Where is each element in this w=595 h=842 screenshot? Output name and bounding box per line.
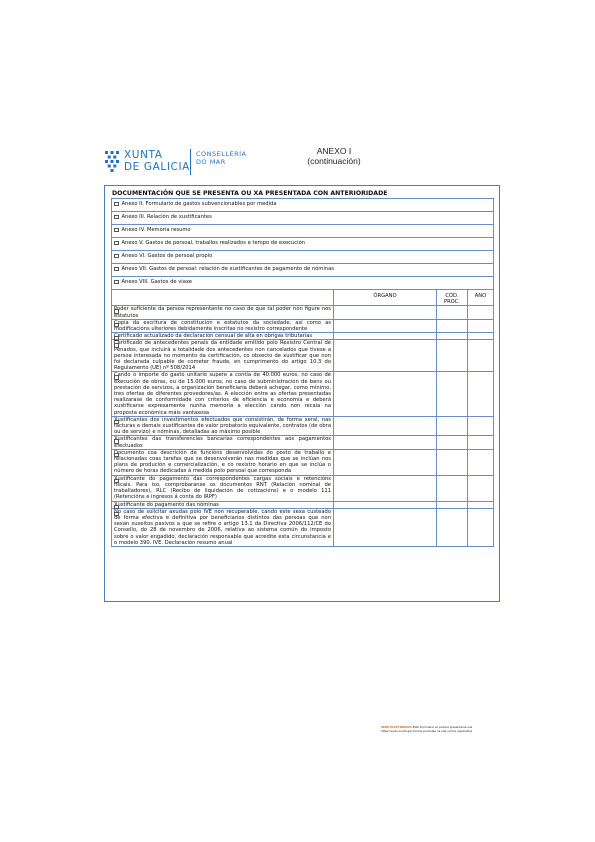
item-label: Anexo III. Relación de xustificantes (121, 214, 212, 220)
checkbox[interactable] (114, 241, 119, 246)
item-label: Copia da escritura de constitución e estatutos da sociedade, así como as modificacións ulteriores debidamente inscritas no rexistro correspondente (114, 319, 331, 333)
ano-cell[interactable] (468, 340, 494, 372)
organo-cell[interactable] (334, 449, 437, 475)
table-row (112, 306, 494, 319)
detail-item (112, 319, 334, 332)
column-header-blank (112, 290, 334, 306)
checkbox[interactable] (114, 343, 119, 348)
table-row (112, 319, 494, 332)
item-label: Poder suficiente da persoa representante no caso de que tal poder non figure nos estatutos (114, 306, 331, 319)
detail-item (112, 436, 334, 449)
checkbox[interactable] (114, 375, 119, 380)
table-row (112, 501, 494, 508)
item-label: No caso de solicitar axudas polo IVE non recuperable, cando este sexa custeado de forma efectiva e definitiva por beneficiarios distintos das persoas que non sexan suxeitos pasivos a que se refire o artigo 13.1 da Directiva 2006/112/CE do Consello, do 28 de novembro de 2006, relativa ao sistema común do imposto sobre o valor engadido, declaración responsable que acredite esta circunstancia e o modelo 390. IVE. Declaración resumo anual (114, 508, 331, 546)
checkbox[interactable] (114, 309, 119, 314)
list-item (112, 238, 494, 251)
organo-cell[interactable] (334, 319, 437, 332)
ano-cell[interactable] (468, 372, 494, 416)
checkbox[interactable] (114, 280, 119, 285)
table-row (112, 333, 494, 340)
table-row (112, 264, 494, 277)
column-header-ano: ANO (468, 290, 494, 306)
annex-heading (274, 146, 394, 166)
checkbox[interactable] (114, 512, 119, 517)
list-item (112, 264, 494, 277)
item-label: Cando o importe do gasto unitario supere a contía de 40.000 euros, no caso de execución de obras, ou de 15.000 euros, no caso de subministración de bens ou prestación de servizos, a organización beneficiaria deberá achegar, como mínimo, tres ofertas de diferentes provedores/as. A elección entre as ofertas presentadas realizarase de conformidade con criterios de eficiencia e economía e deberá xustificarse expresamente nunha memoria a elección cando non recaia na proposta económica máis vantaxosa (114, 372, 331, 416)
item-label: Certificado de antecedentes penais da entidade emitido polo Rexistro Central de Penados, que incluirá a totalidade dos antecedentes non cancelados que tivese a persoa interesada no momento da certificación, co obxecto de xustificar que non foi declarada culpable de cometer fraude, en cumprimento do artigo 10.3 do Regulamento (UE) nº 508/2014 (114, 340, 331, 372)
item-label: Anexo V. Gastos de persoal, traballos realizados e tempo de execución (121, 240, 306, 246)
cod-proc-cell[interactable] (437, 340, 468, 372)
organo-cell[interactable] (334, 508, 437, 546)
cod-proc-cell[interactable] (437, 501, 468, 508)
table-row (112, 225, 494, 238)
checkbox[interactable] (114, 439, 119, 444)
detail-item (112, 306, 334, 319)
checkbox[interactable] (114, 479, 119, 484)
checkbox[interactable] (114, 228, 119, 233)
table-row (112, 372, 494, 416)
table-row (112, 416, 494, 436)
ano-cell[interactable] (468, 436, 494, 449)
item-label: Xustificantes dos investimentos efectuados que consistirán, de forma xeral, nas facturas e demais xustificantes de valor probatorio equivalente, contratos (de obra ou de servizo) e nóminas, detalladas ao máximo posible (114, 416, 331, 436)
column-header-cod-proc: CÓD. PROC. (437, 290, 468, 306)
checkbox[interactable] (114, 202, 119, 207)
list-item (112, 225, 494, 238)
detail-item (112, 449, 334, 475)
cod-proc-cell[interactable] (437, 319, 468, 332)
item-label: Anexo VIII. Gastos de viaxe (121, 279, 192, 285)
checkbox[interactable] (114, 453, 119, 458)
item-label: Anexo VII. Gastos de persoal: relación de xustificantes de pagamento de nóminas (121, 266, 334, 272)
org-name-line1: XUNTA (124, 149, 163, 161)
xunta-emblem-icon (104, 150, 120, 172)
department-line2: DO MAR (196, 158, 226, 166)
org-name-line2: DE GALICIA (124, 161, 190, 173)
detail-item (112, 372, 334, 416)
column-header-row (112, 290, 494, 306)
list-item (112, 277, 494, 290)
ano-cell[interactable] (468, 501, 494, 508)
logo-separator (190, 149, 191, 175)
checkbox[interactable] (114, 267, 119, 272)
cod-proc-cell[interactable] (437, 508, 468, 546)
detail-item (112, 416, 334, 436)
detail-item (112, 340, 334, 372)
checkbox[interactable] (114, 420, 119, 425)
annex-subtitle: (continuación) (307, 156, 361, 166)
footer-line2 (381, 729, 501, 733)
list-item (112, 212, 494, 225)
cod-proc-cell[interactable] (437, 436, 468, 449)
ano-cell[interactable] (468, 306, 494, 319)
item-label: Certificado actualizado da declaración censual de alta en obrigas tributarias (114, 333, 313, 340)
table-row (112, 212, 494, 225)
table-row (112, 238, 494, 251)
annex-title: ANEXO I (316, 146, 352, 156)
column-header-organo: ÓRGANO (334, 290, 437, 306)
table-row (112, 199, 494, 212)
cod-proc-cell[interactable] (437, 475, 468, 501)
item-label: Xustificante do pagamento das correspondentes cargas sociais e retencións fiscais. Para iso, comprobaranse os documentos RNT (Relación nominal de traballadores), RLC (Recibo de liquidación de cotizacións) e o modelo 111 (Retencións e ingresos á conta do IRPF) (114, 475, 331, 501)
organo-cell[interactable] (334, 501, 437, 508)
ano-cell[interactable] (468, 416, 494, 436)
organo-cell[interactable] (334, 416, 437, 436)
footer-text1: Este formulario só poderá presentarse nas (412, 725, 473, 729)
table-row (112, 251, 494, 264)
table-row (112, 475, 494, 501)
detail-item (112, 501, 334, 508)
table-row (112, 340, 494, 372)
detail-item (112, 508, 334, 546)
ano-cell[interactable] (468, 508, 494, 546)
checkbox[interactable] (114, 323, 119, 328)
checkbox[interactable] (114, 215, 119, 220)
section-title: DOCUMENTACIÓN QUE SE PRESENTA OU XA PRESENTADA CON ANTERIORIDADE (112, 190, 388, 197)
cod-proc-cell[interactable] (437, 449, 468, 475)
table-row (112, 277, 494, 290)
item-label: Anexo VI. Gastos de persoal propio (121, 253, 213, 259)
list-item (112, 251, 494, 264)
organo-cell[interactable] (334, 340, 437, 372)
table-row (112, 436, 494, 449)
checkbox[interactable] (114, 254, 119, 259)
documentation-table (111, 198, 494, 547)
department-name (196, 150, 246, 166)
cod-proc-cell[interactable] (437, 416, 468, 436)
detail-item (112, 333, 334, 340)
organo-cell[interactable] (334, 306, 437, 319)
document-header (104, 144, 504, 184)
organo-cell[interactable] (334, 436, 437, 449)
cod-proc-cell[interactable] (437, 333, 468, 340)
detail-item (112, 475, 334, 501)
cod-proc-cell[interactable] (437, 306, 468, 319)
ano-cell[interactable] (468, 449, 494, 475)
item-label: Xustificantes das transferencias bancarias correspondentes aos pagamentos efectuados (114, 436, 331, 449)
item-label: Anexo II. Formulario de gastos subvencionables por medida (121, 201, 277, 207)
department-line1: CONSELLERÍA (196, 150, 247, 158)
footer-note (381, 725, 501, 733)
ano-cell[interactable] (468, 475, 494, 501)
cod-proc-cell[interactable] (437, 372, 468, 416)
item-label: Xustificante do pagamento das nóminas (114, 501, 219, 508)
org-name (124, 149, 190, 173)
table-row (112, 449, 494, 475)
organo-cell[interactable] (334, 372, 437, 416)
organo-cell[interactable] (334, 475, 437, 501)
organo-cell[interactable] (334, 333, 437, 340)
item-label: Anexo IV. Memoria resumo (121, 227, 191, 233)
sede-brand: SEDE ELECTRÓNICA (381, 725, 412, 729)
ano-cell[interactable] (468, 319, 494, 332)
item-label: Documento coa descrición de funcións desenvolvidas do posto de traballo e relacionadas coas tarefas que se desenvolverán nas medidas que se inclúan nos plans de produción e comercialización, e co rexistro horario en que se inclúa o número de horas dedicadas á medida polo persoal que corresponda (114, 449, 331, 475)
ano-cell[interactable] (468, 333, 494, 340)
footer-url[interactable]: https://sede.xunta.gal (381, 729, 412, 733)
table-row (112, 508, 494, 546)
list-item (112, 199, 494, 212)
footer-text2: formas previstas na súa norma reguladora (412, 729, 473, 733)
